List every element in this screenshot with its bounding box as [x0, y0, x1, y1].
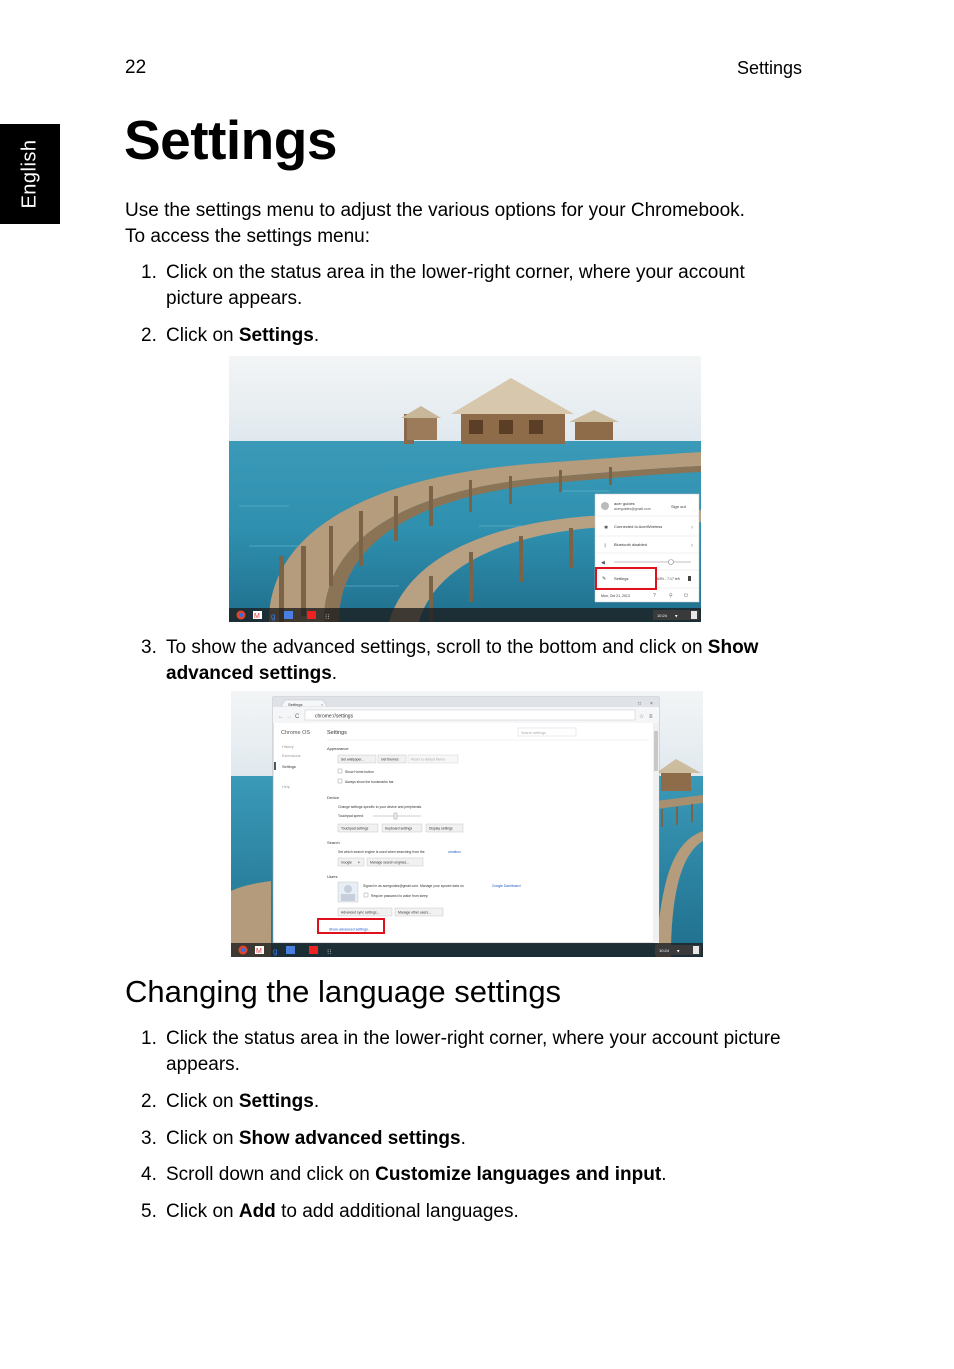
touchpad-settings-label: Touchpad settings	[341, 826, 369, 831]
help-icon[interactable]: ?	[653, 593, 656, 599]
settings-page-screenshot	[231, 691, 703, 957]
list-number: 5.	[141, 1201, 157, 1222]
search-icon[interactable]: g	[273, 947, 278, 956]
bold-term: Settings	[238, 325, 314, 346]
bold-term: Show advanced settings	[166, 637, 759, 684]
device-description: Change settings specific to your device and peripherals.	[338, 805, 423, 809]
bold-term: Show advanced settings	[238, 1128, 461, 1149]
list-item	[141, 1089, 821, 1115]
star-icon[interactable]: ☆	[639, 714, 645, 720]
avatar[interactable]	[693, 946, 699, 954]
intro-line-1: Use the settings menu to adjust the various options for your Chromebook.	[125, 200, 745, 221]
display-settings-label: Display settings	[429, 826, 453, 831]
list-number: 4.	[141, 1164, 157, 1185]
touchpad-speed-label: Touchpad speed:	[338, 814, 364, 818]
list-item	[141, 323, 821, 349]
users-heading: Users	[327, 874, 338, 879]
forward-icon[interactable]: →	[286, 714, 292, 720]
nav-help[interactable]: Help	[282, 785, 290, 789]
bold-term: Customize languages and input	[375, 1164, 662, 1185]
search-placeholder: Search settings	[521, 731, 546, 735]
power-icon[interactable]: ⏻	[684, 593, 688, 599]
list-number: 3.	[141, 637, 157, 658]
bold-term: Settings	[238, 1091, 314, 1112]
reload-icon[interactable]: C	[295, 714, 300, 720]
menu-icon[interactable]: ≡	[649, 714, 653, 720]
list-text-end: .	[313, 1091, 320, 1112]
page-title: Settings	[124, 109, 337, 171]
list-number: 1.	[141, 1028, 157, 1049]
docs-icon[interactable]	[284, 611, 293, 619]
url-text[interactable]: chrome://settings	[315, 713, 354, 720]
wifi-status[interactable]: Connected to AcerWireless	[614, 524, 663, 529]
search-heading: Search	[327, 840, 340, 845]
manage-search-engines-label: Manage search engines...	[370, 860, 410, 865]
list-number: 3.	[141, 1128, 157, 1149]
battery-icon	[688, 576, 691, 581]
chevron-right-icon: ›	[691, 525, 693, 531]
youtube-icon[interactable]	[309, 946, 318, 954]
list-text: Click on	[166, 1091, 239, 1112]
list-number: 2.	[141, 1091, 157, 1112]
status-area-screenshot	[229, 356, 701, 622]
settings-heading: Settings	[327, 730, 347, 736]
home-button-label: Show Home button	[345, 770, 374, 774]
page-number: 22	[125, 57, 147, 78]
list-number: 2.	[141, 325, 157, 346]
list-item	[141, 1199, 821, 1225]
running-title: Settings	[736, 58, 802, 78]
apps-icon[interactable]: ⁝⁝	[327, 949, 332, 956]
date-label: Mon, Oct 21, 2013	[601, 594, 630, 598]
intro-line-2: To access the settings menu:	[125, 226, 371, 247]
advanced-sync-label: Advanced sync settings...	[341, 910, 380, 915]
volume-slider-handle[interactable]	[669, 560, 674, 565]
list-item	[141, 1162, 821, 1188]
scrollbar-thumb[interactable]	[654, 731, 658, 771]
google-dashboard-link[interactable]: Google Dashboard	[492, 884, 521, 888]
reset-theme-label: Reset to default theme	[411, 757, 446, 762]
list-item	[141, 260, 821, 312]
signed-in-text: Signed in as acerguides@gmail.com. Manage your synced data on	[363, 884, 464, 888]
list-text: Click the status area in the lower-right corner, where your account picture appears.	[166, 1028, 781, 1075]
chevron-down-icon: ▾	[358, 860, 360, 865]
lock-icon[interactable]: ⚲	[669, 593, 673, 599]
list-text: Click on	[166, 1201, 239, 1222]
list-text-end: .	[661, 1164, 667, 1185]
show-advanced-settings-link[interactable]: Show advanced settings...	[329, 927, 371, 932]
clock: 10:24	[659, 948, 670, 953]
list-text-end: .	[460, 1128, 466, 1149]
avatar[interactable]	[691, 611, 697, 619]
tab-settings[interactable]: Settings	[288, 702, 303, 707]
account-email[interactable]: acerguides@gmail.com	[614, 507, 651, 511]
bluetooth-status[interactable]: Bluetooth disabled	[614, 542, 647, 547]
back-icon[interactable]: ←	[278, 714, 284, 720]
wifi-icon: ▾	[675, 613, 678, 620]
get-themes-label: Get themes	[381, 757, 399, 762]
svg-text:M: M	[254, 613, 260, 620]
wifi-icon: ✱	[604, 525, 609, 531]
bold-term: Add	[238, 1201, 276, 1222]
list-text: Click on	[166, 1128, 239, 1149]
device-heading: Device	[327, 795, 340, 800]
list-item	[141, 1026, 821, 1078]
list-text-end: .	[331, 663, 338, 684]
svg-text:M: M	[256, 948, 262, 955]
nav-history[interactable]: History	[282, 745, 294, 749]
list-item	[141, 1126, 821, 1152]
list-text-end: .	[313, 325, 320, 346]
settings-menu-item[interactable]: Settings	[614, 576, 629, 581]
list-text-end: to add additional languages.	[275, 1201, 519, 1222]
battery-status: 63% - 7:17 left	[657, 577, 680, 581]
side-tab-label: English	[18, 139, 41, 209]
close-icon[interactable]: ×	[650, 701, 653, 707]
search-icon[interactable]: g	[271, 612, 276, 621]
sign-out-button[interactable]: Sign out	[671, 504, 686, 509]
apps-icon[interactable]: ⁝⁝	[325, 614, 330, 621]
wifi-icon: ▾	[677, 948, 680, 955]
require-password-label: Require password to wake from sleep	[371, 894, 428, 898]
list-text: To show the advanced settings, scroll to the bottom and click on	[166, 637, 708, 658]
list-item	[141, 635, 831, 687]
account-name: acer guides	[614, 501, 635, 506]
nav-extensions[interactable]: Extensions	[282, 754, 301, 758]
close-icon[interactable]: ×	[321, 702, 324, 707]
omnibox-link[interactable]: omnibox	[448, 850, 461, 854]
wrench-icon: ✎	[602, 576, 607, 582]
youtube-icon[interactable]	[307, 611, 316, 619]
chevron-right-icon: ›	[691, 543, 693, 549]
appearance-heading: Appearance	[327, 746, 349, 751]
section-heading: Changing the language settings	[125, 974, 562, 1009]
list-text: Scroll down and click on	[166, 1164, 376, 1185]
touchpad-speed-slider[interactable]	[394, 813, 397, 819]
list-text: Click on	[166, 325, 239, 346]
list-text: Click on the status area in the lower-right corner, where your account picture appears.	[166, 262, 745, 309]
nav-settings[interactable]: Settings	[282, 765, 296, 769]
brand-label: Chrome OS	[281, 730, 311, 736]
manage-other-users-label: Manage other users...	[398, 910, 431, 915]
volume-icon: ◀	[601, 560, 605, 566]
search-description: Set which search engine is used when searching from the	[338, 850, 425, 854]
home-button-checkbox[interactable]	[338, 769, 342, 773]
minimize-icon[interactable]: □	[638, 701, 642, 707]
bookmarks-bar-checkbox[interactable]	[338, 779, 342, 783]
language-side-tab	[0, 124, 60, 224]
bookmarks-bar-label: Always show the bookmarks bar	[345, 780, 394, 784]
clock: 10:24	[657, 613, 668, 618]
set-wallpaper-label: Set wallpaper...	[341, 757, 365, 762]
address-bar[interactable]	[305, 710, 635, 720]
docs-icon[interactable]	[286, 946, 295, 954]
require-password-checkbox[interactable]	[364, 893, 368, 897]
keyboard-settings-label: Keyboard settings	[385, 826, 413, 831]
bluetooth-icon: ᛒ	[604, 543, 608, 549]
list-number: 1.	[141, 262, 157, 283]
search-engine-value: Google	[341, 860, 352, 865]
